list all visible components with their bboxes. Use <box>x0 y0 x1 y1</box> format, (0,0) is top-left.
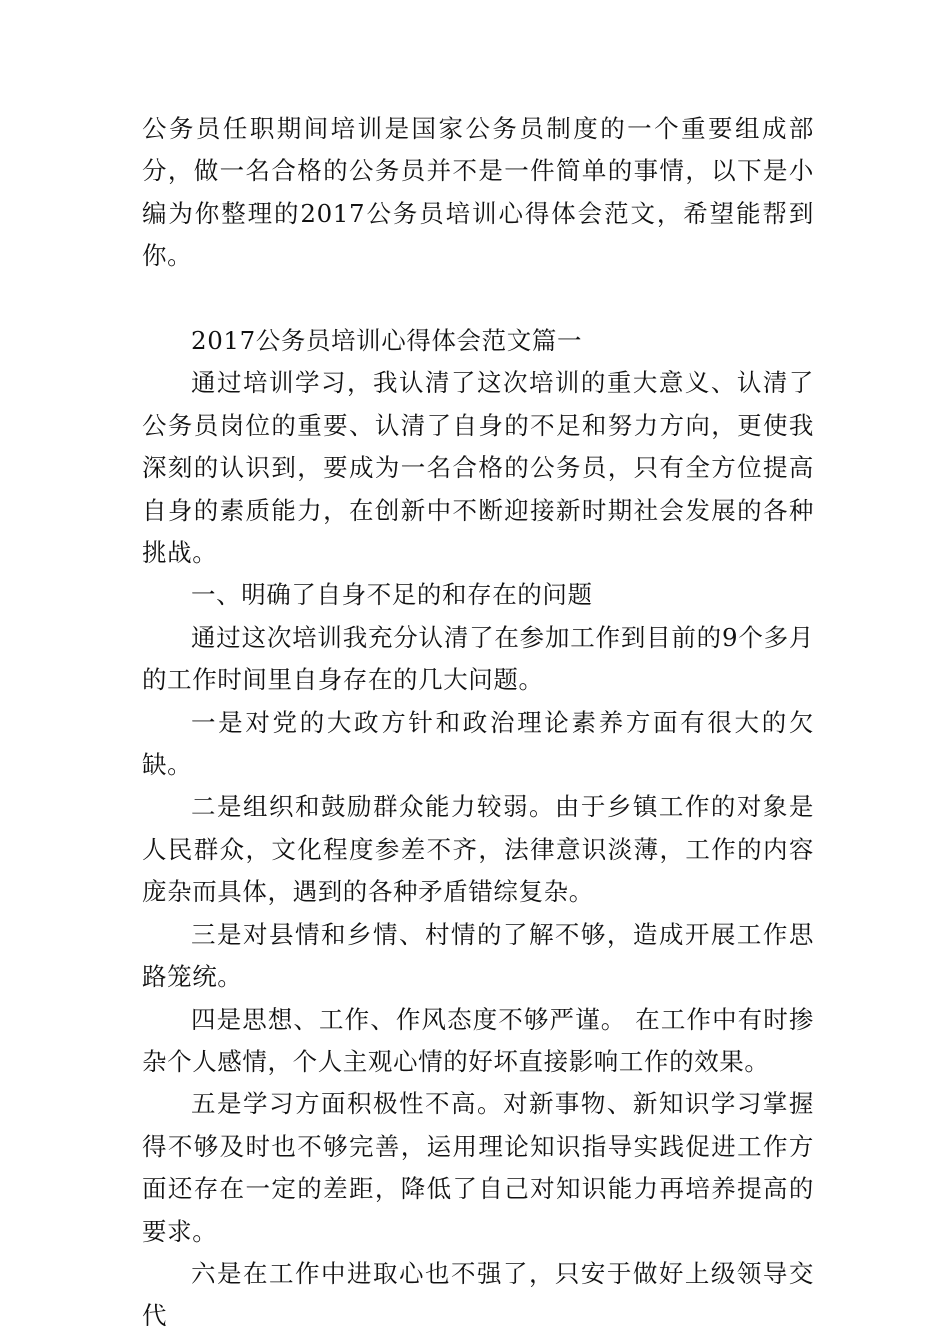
list-item-paragraph: 五是学习方面积极性不高。对新事物、新知识学习掌握得不够及时也不够完善，运用理论知识指导实践促进工作方面还存在一定的差距，降低了自己对知识能力再培养提高的要求。 <box>142 1089 814 1246</box>
list-item-paragraph: 二是组织和鼓励群众能力较弱。由于乡镇工作的对象是人民群众，文化程度参差不齐，法律意识淡薄，工作的内容庞杂而具体，遇到的各种矛盾错综复杂。 <box>142 792 814 907</box>
body-paragraph: 通过这次培训我充分认清了在参加工作到目前的9个多月的工作时间里自身存在的几大问题。 <box>142 622 814 695</box>
list-item-paragraph: 三是对县情和乡情、村情的了解不够，造成开展工作思路笼统。 <box>142 919 814 992</box>
document-body <box>142 108 814 1338</box>
section-title: 2017公务员培训心得体会范文篇一 <box>191 326 583 356</box>
list-item-paragraph: 一是对党的大政方针和政治理论素养方面有很大的欠缺。 <box>142 707 814 780</box>
body-paragraph: 通过培训学习，我认清了这次培训的重大意义、认清了公务员岗位的重要、认清了自身的不足和努力方向，更使我深刻的认识到，要成为一名合格的公务员，只有全方位提高自身的素质能力，在创新中不断迎接新时期社会发展的各种挑战。 <box>142 368 814 568</box>
list-item-paragraph: 四是思想、工作、作风态度不够严谨。 在工作中有时掺杂个人感情，个人主观心情的好坏直接影响工作的效果。 <box>142 1004 814 1076</box>
heading-paragraph: 一、明确了自身不足的和存在的问题 <box>191 580 593 610</box>
paragraph-spacer <box>142 278 814 320</box>
list-item-paragraph: 六是在工作中进取心也不强了，只安于做好上级领导交代 <box>142 1258 814 1331</box>
intro-paragraph: 公务员任职期间培训是国家公务员制度的一个重要组成部分，做一名合格的公务员并不是一件简单的事情，以下是小编为你整理的2017公务员培训心得体会范文，希望能帮到你。 <box>142 114 814 271</box>
